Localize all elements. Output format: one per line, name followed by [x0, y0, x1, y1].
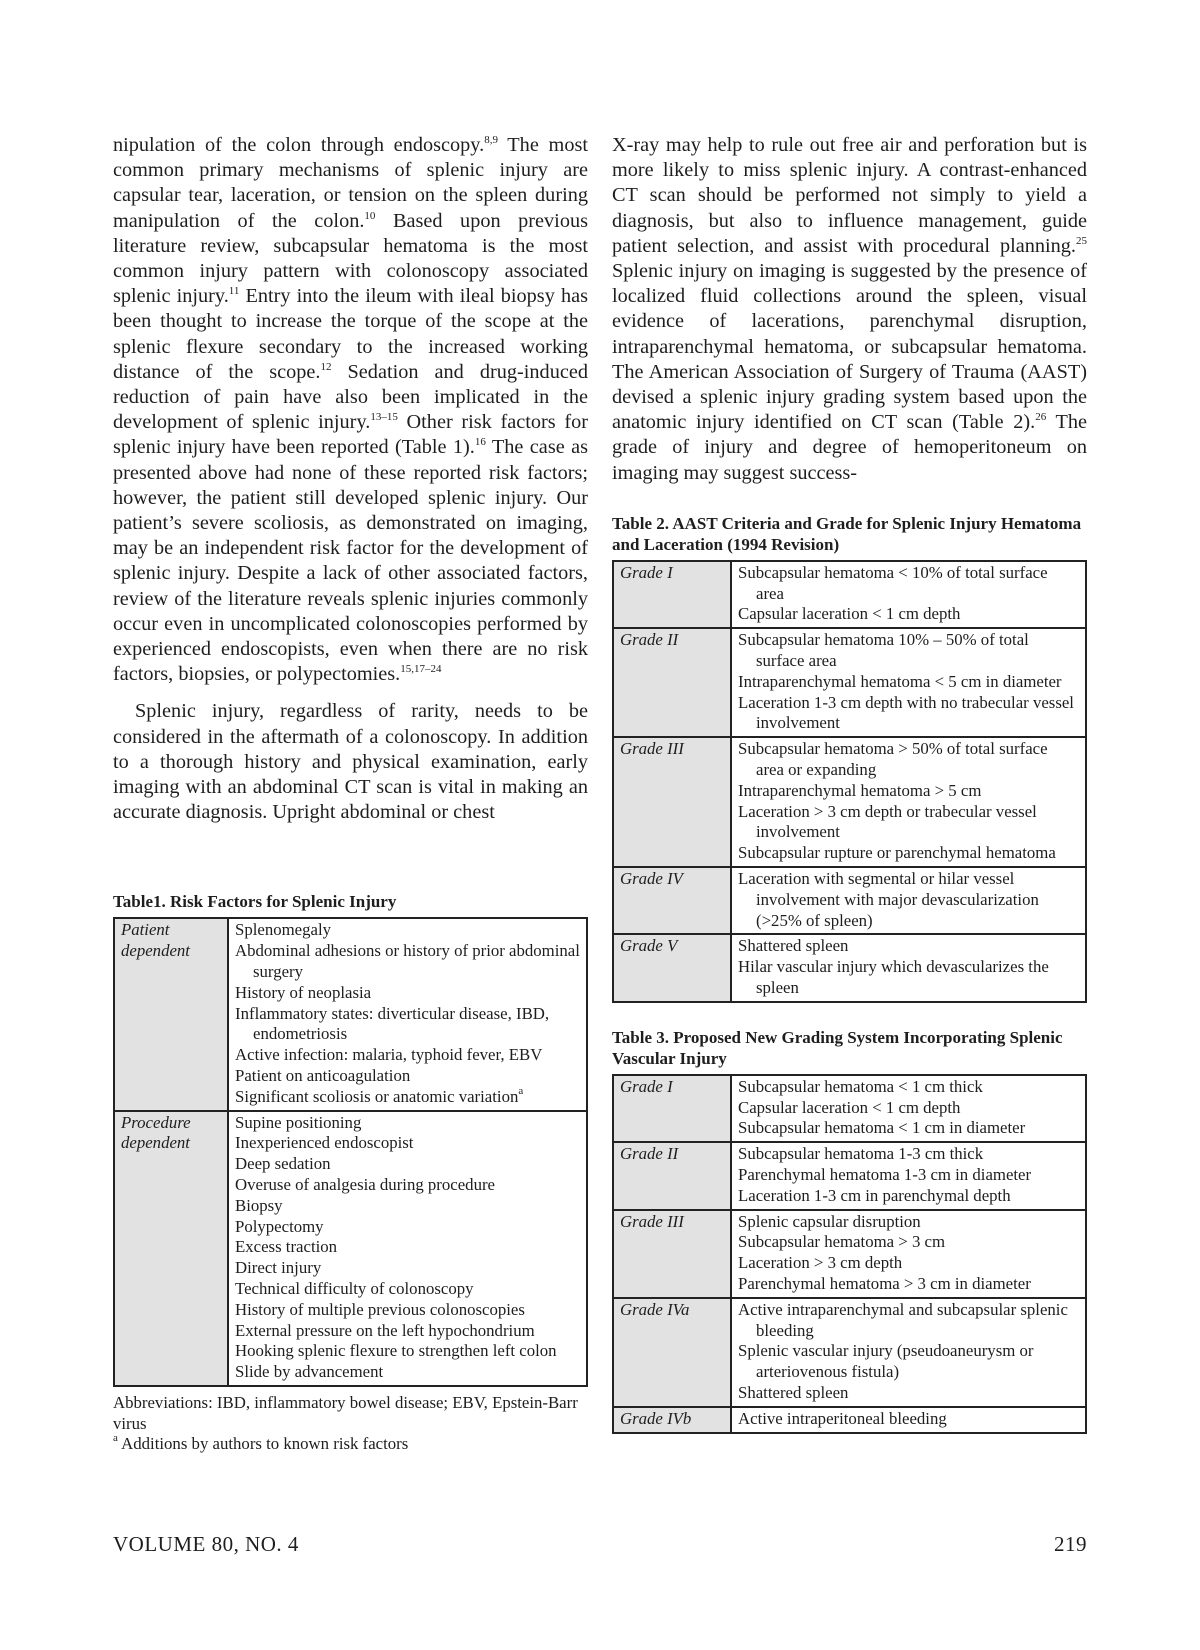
citation-superscript: 11 — [228, 285, 240, 298]
citation-superscript: 26 — [1035, 411, 1047, 424]
citation-superscript: 12 — [320, 360, 332, 373]
table-entry: History of multiple previous colonoscopies — [235, 1299, 525, 1319]
citation-superscript: 15,17–24 — [400, 663, 442, 676]
table-entry: Shattered spleen — [738, 1382, 849, 1402]
table-entry: Splenic vascular injury (pseudoaneurysm or arteriovenous fistula) — [738, 1341, 1034, 1382]
table-entry: Technical difficulty of colonoscopy — [235, 1279, 474, 1299]
row-label-line: Grade I — [620, 562, 673, 582]
row-label-line: Procedure — [121, 1112, 191, 1132]
row-label-line: Patient — [121, 920, 170, 940]
table-entry: Laceration 1-3 cm depth with no trabecular vessel involvement — [738, 692, 1074, 733]
row-label — [613, 934, 731, 1001]
table-row — [613, 1075, 1086, 1142]
row-items — [731, 1210, 1086, 1298]
table-entry: Subcapsular hematoma 10% – 50% of total surface area — [738, 630, 1029, 671]
body-paragraph — [113, 133, 588, 687]
row-label — [613, 1298, 731, 1407]
text-run: Other risk factors for splenic injury have been reported (Table 1). — [113, 411, 588, 459]
table2-block — [612, 513, 1087, 1003]
table-entry: Supine positioning — [235, 1112, 362, 1132]
row-label — [613, 561, 731, 628]
table-entry: Polypectomy — [235, 1216, 324, 1236]
table-entry: Significant scoliosis or anatomic variation$^a$ — [235, 1084, 524, 1106]
table-entry: Abdominal adhesions or history of prior abdominal surgery — [235, 941, 580, 982]
row-label-line: Grade IVa — [620, 1299, 690, 1319]
table-row — [613, 561, 1086, 628]
row-label — [613, 1142, 731, 1209]
row-label-line: Grade IVb — [620, 1408, 692, 1428]
table-entry: Capsular laceration < 1 cm depth — [738, 604, 961, 624]
text-run: Sedation and drug-induced reduction of pain have also been implicated in the development of splenic injury. — [113, 360, 588, 434]
table-entry: Laceration > 3 cm depth or trabecular vessel involvement — [738, 801, 1037, 842]
citation-superscript: 16 — [474, 436, 486, 449]
table1-block — [113, 891, 588, 1454]
table-entry: Splenic capsular disruption — [738, 1211, 921, 1231]
table-entry: Parenchymal hematoma 1-3 cm in diameter — [738, 1164, 1032, 1184]
table-entry: Subcapsular hematoma > 3 cm — [738, 1232, 946, 1252]
row-label-line: Grade III — [620, 1211, 684, 1231]
table-entry: Subcapsular hematoma < 1 cm thick — [738, 1076, 983, 1096]
text-run: The grade of injury and degree of hemoperitoneum on imaging may suggest success- — [612, 411, 1087, 484]
citation-superscript: 13–15 — [370, 411, 398, 424]
table-entry: Inexperienced endoscopist — [235, 1133, 414, 1153]
table-entry: Deep sedation — [235, 1154, 331, 1174]
table-entry: Subcapsular hematoma < 10% of total surface area — [738, 562, 1048, 603]
table-row — [613, 1407, 1086, 1433]
table-row — [613, 934, 1086, 1001]
table-entry: Overuse of analgesia during procedure — [235, 1175, 496, 1195]
row-items — [731, 737, 1086, 867]
row-label — [613, 1210, 731, 1298]
table-entry: Intraparenchymal hematoma > 5 cm — [738, 780, 982, 800]
row-label — [114, 918, 228, 1110]
table-row — [613, 737, 1086, 867]
left-column — [113, 133, 588, 1455]
row-label-line: Grade II — [620, 1144, 679, 1164]
table-entry: Subcapsular hematoma < 1 cm in diameter — [738, 1118, 1026, 1138]
row-label — [613, 1075, 731, 1142]
row-items — [731, 934, 1086, 1001]
table-entry: Subcapsular hematoma 1-3 cm thick — [738, 1144, 984, 1164]
table-row — [613, 1142, 1086, 1209]
row-items — [731, 867, 1086, 934]
table-row — [613, 1210, 1086, 1298]
table2 — [612, 560, 1087, 1003]
text-run: Entry into the ileum with ileal biopsy has been thought to increase the torque of the scope at the splenic flexure secondary to the increased working distance of the scope. — [113, 285, 588, 383]
row-label — [613, 737, 731, 867]
body-paragraph — [612, 133, 1087, 486]
row-label — [613, 1407, 731, 1433]
text-run: Splenic injury, regardless of rarity, needs to be considered in the aftermath of a colonoscopy. In addition to a thorough history and physical examination, early imaging with an abdominal CT scan is vital in making an accurate diagnosis. Upright abdominal or chest — [113, 700, 588, 824]
row-items — [228, 918, 587, 1110]
row-label-line: Grade I — [620, 1076, 673, 1096]
table1 — [113, 917, 588, 1387]
table3 — [612, 1074, 1087, 1434]
table-entry: Intraparenchymal hematoma < 5 cm in diameter — [738, 671, 1062, 691]
table-entry: Splenomegaly — [235, 920, 332, 940]
table1-abbreviations: Abbreviations: IBD, inflammatory bowel disease; EBV, Epstein-Barr virus — [113, 1393, 578, 1433]
table-entry: External pressure on the left hypochondrium — [235, 1320, 535, 1340]
citation-superscript: 25 — [1076, 234, 1087, 247]
table-entry: Active intraparenchymal and subcapsular splenic bleeding — [738, 1299, 1068, 1340]
table-entry: Biopsy — [235, 1195, 283, 1215]
citation-superscript: 10 — [364, 209, 376, 222]
table-entry: Inflammatory states: diverticular disease, IBD, endometriosis — [235, 1003, 550, 1044]
row-items — [731, 628, 1086, 737]
text-run: X-ray may help to rule out free air and perforation but is more likely to miss splenic injury. A contrast-enhanced CT scan should be performed not simply to yield a diagnosis, but also to influence management, guide patient selection, and assist with procedural planning. — [612, 134, 1087, 257]
row-label — [613, 867, 731, 934]
table-entry: Slide by advancement — [235, 1362, 384, 1382]
table-entry: Parenchymal hematoma > 3 cm in diameter — [738, 1273, 1031, 1293]
table2-caption: Table 2. AAST Criteria and Grade for Splenic Injury Hematoma and Laceration (1994 Revision) — [612, 513, 1082, 554]
citation-superscript: 8,9 — [484, 134, 498, 146]
row-label-line: dependent — [121, 1133, 190, 1153]
text-run: nipulation of the colon through endoscopy. — [113, 134, 485, 156]
table-entry: Capsular laceration < 1 cm depth — [738, 1097, 961, 1117]
row-label-line: Grade IV — [620, 869, 683, 888]
table-row — [114, 1111, 587, 1386]
row-items — [731, 1142, 1086, 1209]
table-row — [613, 867, 1086, 934]
table-row — [114, 918, 587, 1110]
table1-caption: Table1. Risk Factors for Splenic Injury — [113, 892, 397, 912]
table-entry: Active infection: malaria, typhoid fever, EBV — [235, 1045, 543, 1065]
table-entry: Laceration with segmental or hilar vessel involvement with major devascularization (>25% of spleen) — [738, 869, 1039, 930]
row-label-line: Grade II — [620, 630, 679, 650]
row-label-line: dependent — [121, 941, 190, 961]
table-entry: Direct injury — [235, 1258, 322, 1278]
table-entry: Hooking splenic flexure to strengthen left colon — [235, 1341, 557, 1361]
text-run: The case as presented above had none of these reported risk factors; however, the patient still developed splenic injury. Our patient’s severe scoliosis, as demonstrated on imaging, may be an independent risk factor for the development of splenic injury. Despite a lack of other associated factors, review of the literature reveals splenic injuries commonly occur even in uncomplicated colonoscopies performed by experienced endoscopists, even when there are no risk factors, biopsies, or polypectomies. — [113, 436, 588, 686]
row-items — [731, 1075, 1086, 1142]
body-paragraph — [113, 699, 588, 825]
table-entry: Hilar vascular injury which devascularizes the spleen — [738, 957, 1049, 997]
table1-footnote: $^a$ Additions by authors to known risk factors — [113, 1432, 409, 1454]
table-entry: Laceration > 3 cm depth — [738, 1253, 903, 1273]
table3-block — [612, 1027, 1087, 1434]
table3-caption: Table 3. Proposed New Grading System Incorporating Splenic Vascular Injury — [612, 1027, 1063, 1068]
row-label-line: Grade III — [620, 739, 684, 759]
right-column — [612, 133, 1087, 1434]
journal-volume: VOLUME 80, NO. 4 — [113, 1532, 299, 1556]
row-label — [114, 1111, 228, 1386]
row-items — [731, 1407, 1086, 1433]
row-items — [228, 1111, 587, 1386]
table-entry: Subcapsular rupture or parenchymal hematoma — [738, 843, 1056, 863]
table-entry: Excess traction — [235, 1237, 338, 1257]
table-entry: Laceration 1-3 cm in parenchymal depth — [738, 1185, 1011, 1205]
row-items — [731, 561, 1086, 628]
row-label — [613, 628, 731, 737]
text-run: The most common primary mechanisms of splenic injury are capsular tear, laceration, or tension on the spleen during manipulation of the colon. — [113, 134, 588, 232]
table-entry: Shattered spleen — [738, 936, 849, 956]
text-run: Splenic injury on imaging is suggested by the presence of localized fluid collections around the spleen, visual evidence of lacerations, parenchymal disruption, intraparenchymal hematoma, or subcapsular hematoma. The American Association of Surgery of Trauma (AAST) devised a splenic injury grading system based upon the anatomic injury identified on CT scan (Table 2). — [612, 260, 1087, 434]
row-items — [731, 1298, 1086, 1407]
table-entry: Active intraperitoneal bleeding — [738, 1408, 947, 1428]
page-number: 219 — [1054, 1532, 1087, 1556]
table-row — [613, 1298, 1086, 1407]
table-entry: Subcapsular hematoma > 50% of total surface area or expanding — [738, 739, 1048, 780]
table-entry: Patient on anticoagulation — [235, 1066, 411, 1086]
table-entry: History of neoplasia — [235, 982, 372, 1002]
text-run: Based upon previous literature review, subcapsular hematoma is the most common injury pattern with colonoscopy associated splenic injury. — [113, 209, 588, 308]
table-row — [613, 628, 1086, 737]
row-label-line: Grade V — [620, 936, 678, 956]
